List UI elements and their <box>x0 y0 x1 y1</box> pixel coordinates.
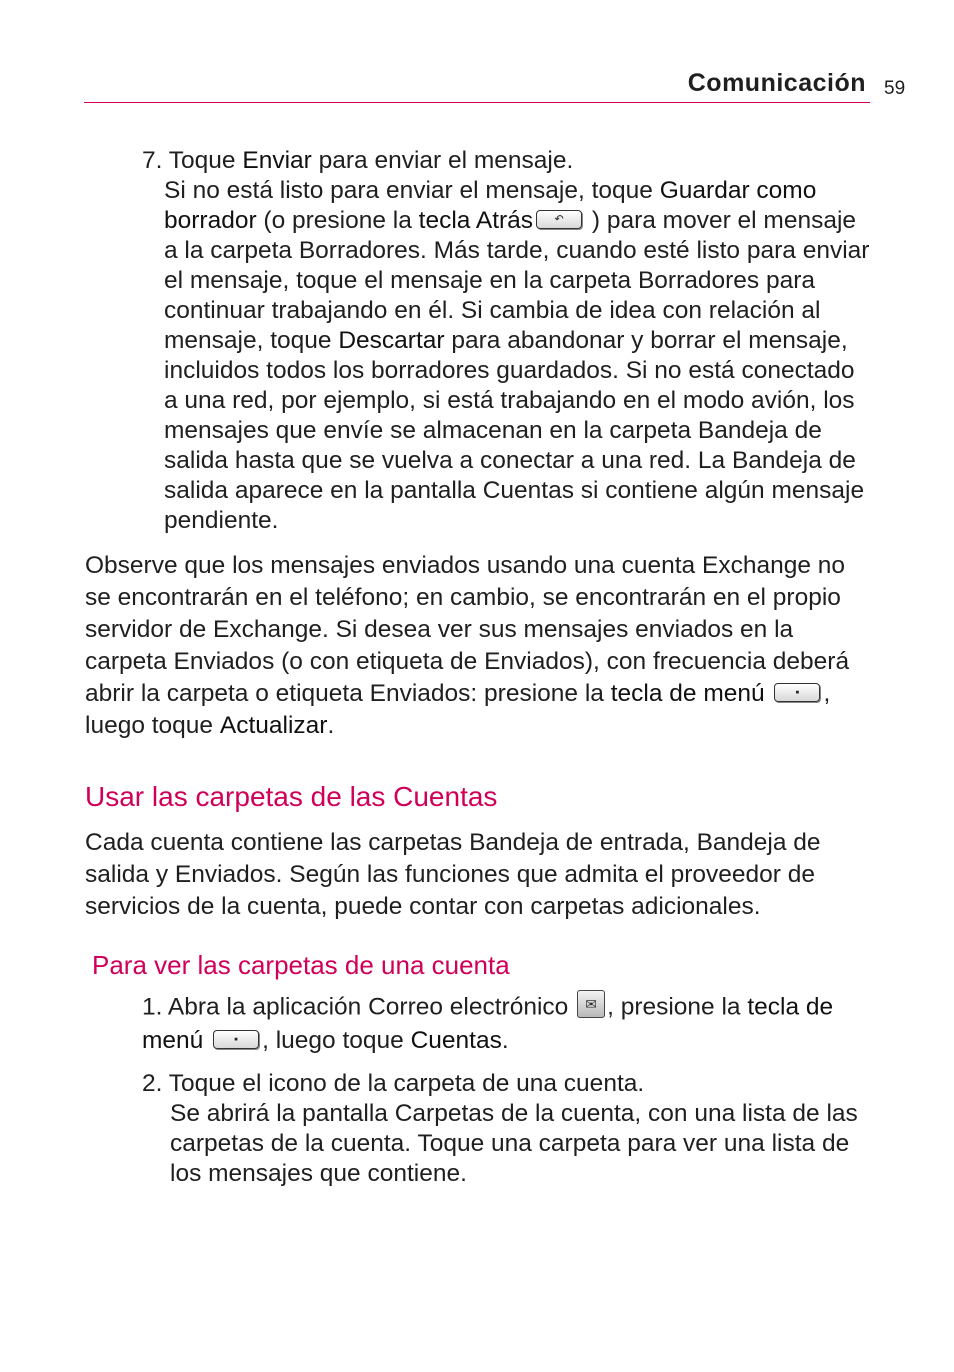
menu-key-icon: ▪ <box>774 683 820 702</box>
section-heading: Usar las carpetas de las Cuentas <box>85 781 498 812</box>
step-7-text-4: ) para mover el mensaje a la carpeta Borradores. Más tarde, cuando esté listo para enviar el mensaje, toque el mensaje en la carpeta Borradores para continuar trabajando en él. Si cambia de idea con relación al mensaje, toque <box>164 207 870 354</box>
step-7-first-line <box>142 146 862 176</box>
subsection-heading: Para ver las carpetas de una cuenta <box>92 950 510 980</box>
exchange-text-2: , luego toque <box>85 680 831 739</box>
tecla-de-menu-label: tecla de menú <box>142 993 834 1054</box>
section-body: Cada cuenta contiene las carpetas Bandeja de entrada, Bandeja de salida y Enviados. Según las funciones que admita el proveedor de servicios de la cuenta, puede contar con carpetas adicionales. <box>85 829 821 920</box>
guardar-como-borrador-label: Guardar como borrador <box>164 177 817 234</box>
page-number: 59 <box>884 78 906 99</box>
step-7-body <box>164 176 870 536</box>
step-1-text-2: , presione la <box>607 993 748 1021</box>
enviar-label: Enviar <box>242 147 312 174</box>
step-2-body: Se abrirá la pantalla Carpetas de la cuenta, con una lista de las carpetas de la cuenta. Toque una carpeta para ver una lista de los mensajes que contiene. <box>170 1100 858 1187</box>
step-1 <box>142 990 872 1056</box>
step-7-number: 7. Toque <box>142 147 243 174</box>
step-2-first-line: 2. Toque el icono de la carpeta de una cuenta. <box>142 1070 645 1097</box>
step-1-text-3: , luego toque <box>262 1027 411 1054</box>
exchange-paragraph <box>85 550 875 742</box>
cuentas-label: Cuentas <box>410 1027 502 1054</box>
tecla-de-menu-label: tecla de menú <box>610 680 765 707</box>
email-app-icon: ✉ <box>577 990 605 1018</box>
step-7-text-2: Si no está listo para enviar el mensaje, toque <box>164 177 660 204</box>
step-1-text-1: 1. Abra la aplicación Correo electrónico <box>142 993 576 1021</box>
step-7-text-5: para abandonar y borrar el mensaje, incluidos todos los borradores guardados. Si no está conectado a una red, por ejemplo, si está trabajando en el modo avión, los mensajes que envíe se almacenan en la carpeta Bandeja de salida hasta que se vuelva a conectar a una red. La Bandeja de salida aparece en la pantalla Cuentas si contiene algún mensaje pendiente. <box>164 327 865 534</box>
step-7-text-3: (o presione la <box>256 207 419 234</box>
exchange-text-1: Observe que los mensajes enviados usando una cuenta Exchange no se encontrarán en el teléfono; en cambio, se encontrarán en el propio servidor de Exchange. Si desea ver sus mensajes enviados en la carpeta Enviados (o con etiqueta de Enviados), con frecuencia deberá abrir la carpeta o etiqueta Enviados: presione la <box>85 552 850 707</box>
step-1-text-4: . <box>501 1027 509 1054</box>
menu-key-icon: ▪ <box>213 1030 259 1049</box>
exchange-text-3: . <box>327 712 335 739</box>
step-7-text-1: para enviar el mensaje. <box>311 147 574 174</box>
tecla-atras-label: tecla Atrás <box>418 207 534 234</box>
actualizar-label: Actualizar <box>219 712 328 739</box>
descartar-label: Descartar <box>338 327 445 354</box>
header-divider <box>84 102 870 103</box>
back-key-icon: ↶ <box>536 210 582 229</box>
section-title: Comunicación <box>687 69 866 97</box>
